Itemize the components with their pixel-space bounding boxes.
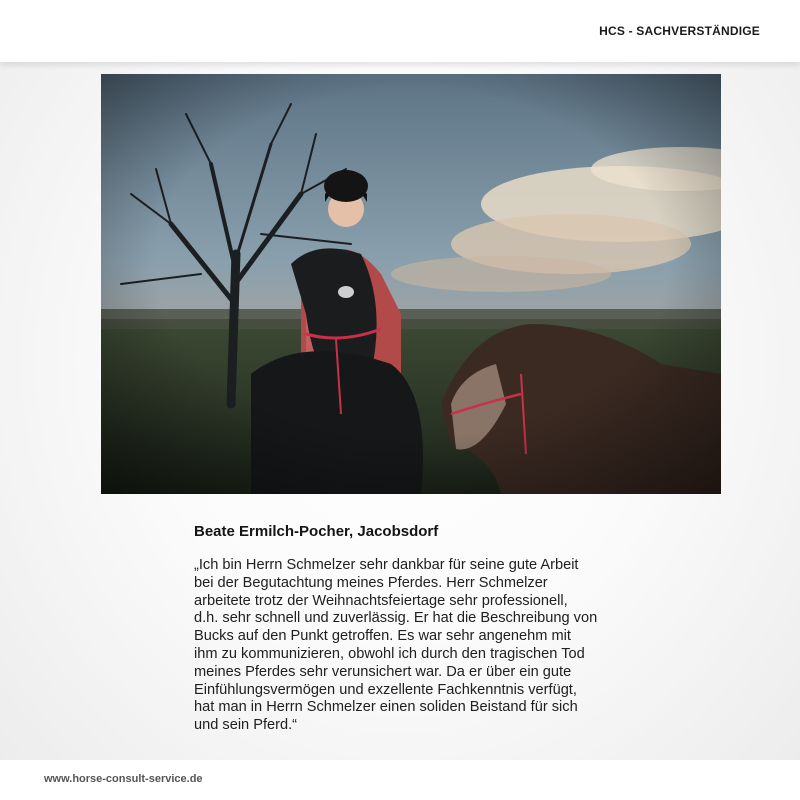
quote-line: Bucks auf den Punkt getroffen. Es war sehr angenehm mit bbox=[194, 628, 571, 645]
quote-line: Einfühlungsvermögen und exzellente Fachkenntnis verfügt, bbox=[194, 681, 577, 698]
quote-line: hat man in Herrn Schmelzer einen soliden Beistand für sich bbox=[194, 699, 578, 716]
quote-line: ihm zu kommunizieren, obwohl ich durch den tragischen Tod bbox=[194, 645, 585, 662]
testimonial-author: Beate Ermilch-Pocher, Jacobsdorf bbox=[194, 523, 439, 540]
quote-line: arbeitete trotz der Weihnachtsfeiertage sehr professionell, bbox=[194, 592, 568, 609]
quote-line: bei der Begutachtung meines Pferdes. Herr Schmelzer bbox=[194, 574, 548, 591]
quote-line: d.h. sehr schnell und zuverlässig. Er hat die Beschreibung von bbox=[194, 610, 598, 627]
brand-label: HCS - SACHVERSTÄNDIGE bbox=[599, 24, 760, 38]
quote-line: und sein Pferd.“ bbox=[194, 717, 298, 734]
website-link[interactable]: www.horse-consult-service.de bbox=[44, 773, 203, 785]
header-bar bbox=[0, 0, 800, 62]
quote-line: „Ich bin Herrn Schmelzer sehr dankbar für seine gute Arbeit bbox=[194, 557, 579, 573]
testimonial-quote bbox=[194, 557, 674, 735]
quote-line: meines Pferdes sehr verunsichert war. Da er über ein gute bbox=[194, 663, 572, 680]
testimonial-photo bbox=[101, 74, 721, 494]
